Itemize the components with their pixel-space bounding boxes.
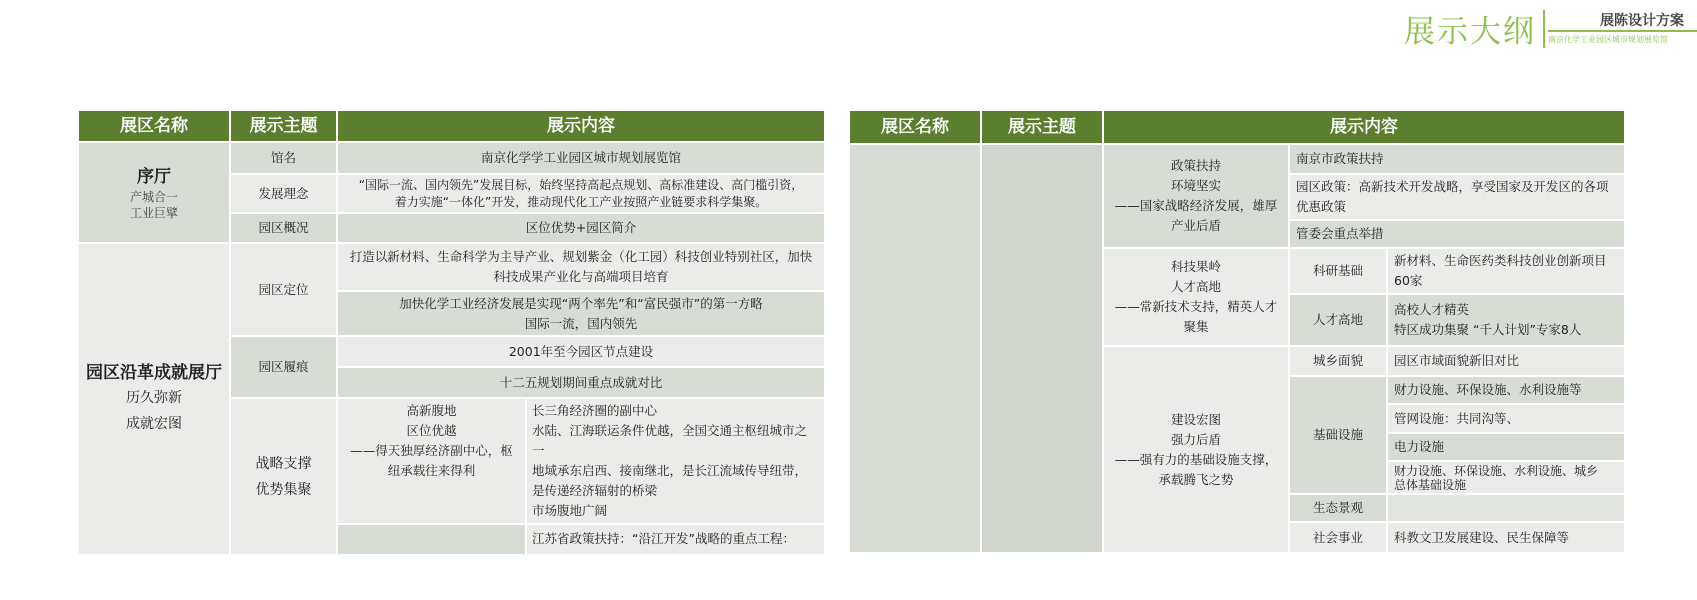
policy-theme-1: 政策扶持 <box>1170 158 1221 173</box>
strategy-detail-2: 水陆、江海联运条件优越，全国交通主枢纽城市之 <box>532 423 808 438</box>
brand-rule <box>1548 30 1697 32</box>
tech-r2-text-2: 特区成功集聚 “千人计划”专家8人 <box>1394 322 1582 337</box>
strategy-sub-4: 纽承载往来得利 <box>387 463 476 478</box>
content-history-2: 十二五规划期间重点成就对比 <box>338 368 824 397</box>
hall-history-sub2: 成就宏图 <box>126 416 182 432</box>
urban-label: 城乡面貌 <box>1290 347 1386 375</box>
infra-item-4a: 财力设施、环保设施、水利设施、城乡 <box>1394 463 1599 478</box>
tech-r2-label: 人才高地 <box>1290 295 1386 345</box>
theme-name: 馆名 <box>231 143 336 173</box>
content-overview: 区位优势+园区简介 <box>338 214 824 242</box>
tech-r1-label: 科研基础 <box>1290 249 1386 293</box>
right-col-hall: 展区名称 <box>850 111 980 143</box>
content-position-1a: 打造以新材料、生命科学为主导产业、规划紫金（化工园）科技创业特别社区，加快 <box>349 249 813 264</box>
strategy-detail-5: 是传递经济辐射的桥梁 <box>532 483 658 498</box>
tech-r2-text-1: 高校人才精英 <box>1394 302 1470 317</box>
content-idea-line2: 着力实施“一体化”开发，推动现代化工产业按照产业链要求科学集聚。 <box>394 194 768 209</box>
tech-r1-text-2: 60家 <box>1394 273 1423 288</box>
right-col-content: 展示内容 <box>1104 111 1624 143</box>
strategy-detail-1: 长三角经济圈的副中心 <box>532 403 658 418</box>
policy-theme <box>1104 145 1288 247</box>
build-theme-3: ——强有力的基础设施支撑， <box>1114 451 1278 467</box>
tech-theme-1: 科技果岭 <box>1170 259 1221 274</box>
theme-strategy-1: 战略支撑 <box>255 455 312 472</box>
policy-item-2a: 园区政策：高新技术开发战略，享受国家及开发区的各项 <box>1296 179 1609 194</box>
brand-name: 展陈设计方案 <box>1600 13 1684 29</box>
content-idea-line1: “国际一流、国内领先”发展目标，始终坚持高起点规划、高标准建设、高门槛引资， <box>358 177 804 192</box>
left-col-hall: 展区名称 <box>79 111 229 141</box>
strategy-sub-1: 高新腹地 <box>406 403 457 418</box>
infra-item-4b: 总体基础设施 <box>1394 477 1467 492</box>
social-label: 社会事业 <box>1290 523 1386 552</box>
page-title: 展示大纲 <box>1404 14 1536 50</box>
tech-theme-3: ——常新技术支持，精英人才 <box>1114 299 1278 314</box>
hall-lobby-sub1: 产城合一 <box>129 189 178 204</box>
build-theme-4: 承载腾飞之势 <box>1158 471 1234 487</box>
hall-history-name: 园区沿革成就展厅 <box>86 363 222 383</box>
urban-text: 园区市域面貌新旧对比 <box>1388 347 1624 375</box>
infra-item-3: 电力设施 <box>1388 434 1624 460</box>
policy-item-3: 管委会重点举措 <box>1290 221 1624 247</box>
content-history-1: 2001年至今园区节点建设 <box>338 337 824 366</box>
infra-item-4 <box>1388 462 1624 493</box>
right-theme-blank <box>982 145 1102 552</box>
strategy-detail-3: 一 <box>532 443 545 458</box>
theme-idea: 发展理念 <box>231 175 336 212</box>
hall-lobby <box>79 143 229 242</box>
theme-overview: 园区概况 <box>231 214 336 242</box>
tech-r1-text <box>1388 249 1624 293</box>
content-position-2b: 国际一流，国内领先 <box>524 315 638 331</box>
hall-lobby-sub2: 工业巨擘 <box>129 205 178 220</box>
policy-theme-4: 产业后盾 <box>1170 218 1221 233</box>
left-col-content: 展示内容 <box>338 111 824 141</box>
left-col-theme: 展示主题 <box>231 111 336 141</box>
policy-item-2 <box>1290 175 1624 219</box>
tech-theme-4: 聚集 <box>1183 319 1209 334</box>
infra-item-2: 管网设施：共同沟等、 <box>1388 405 1624 432</box>
build-theme <box>1104 347 1288 552</box>
strategy-sub-3: ——得天独厚经济副中心，枢 <box>350 443 513 458</box>
title-divider <box>1543 10 1545 48</box>
strategy-detail-6: 市场腹地广阔 <box>532 503 608 518</box>
hall-history-sub1: 历久弥新 <box>126 390 182 406</box>
strategy-last: 江苏省政策扶持：“沿江开发”战略的重点工程： <box>527 525 824 554</box>
infra-item-1: 财力设施、环保设施、水利设施等 <box>1388 377 1624 403</box>
strategy-last-blank <box>338 525 525 554</box>
eco-label: 生态景观 <box>1290 495 1386 521</box>
content-position-1 <box>338 244 824 290</box>
theme-history: 园区履痕 <box>231 337 336 397</box>
eco-text-blank <box>1388 495 1624 521</box>
right-hall-blank <box>850 145 980 552</box>
right-col-theme: 展示主题 <box>982 111 1102 143</box>
brand-subtitle: 南京化学工业园区城市规划展览馆 <box>1548 35 1668 44</box>
strategy-detail-4: 地域承东启西、接南继北，是长江流域传导纽带， <box>532 463 808 478</box>
policy-item-2b: 优惠政策 <box>1296 199 1347 214</box>
infra-label: 基础设施 <box>1290 377 1386 493</box>
theme-strategy <box>231 399 336 554</box>
tech-r1-text-1: 新材料、生命医药类科技创业创新项目 <box>1394 253 1607 268</box>
policy-theme-2: 环境坚实 <box>1170 178 1221 193</box>
strategy-detail <box>527 399 824 523</box>
content-name: 南京化学学工业园区城市规划展览馆 <box>338 143 824 173</box>
tech-r2-text <box>1388 295 1624 345</box>
policy-item-1: 南京市政策扶持 <box>1290 145 1624 173</box>
theme-strategy-2: 优势集聚 <box>255 481 312 498</box>
social-text: 科教文卫发展建设、民生保障等 <box>1388 523 1624 552</box>
content-position-1b: 科技成果产业化与高端项目培育 <box>493 269 669 284</box>
hall-history <box>79 244 229 554</box>
strategy-sub <box>338 399 525 523</box>
policy-theme-3: ——国家战略经济发展，雄厚 <box>1114 198 1278 213</box>
tech-theme-2: 人才高地 <box>1170 279 1221 294</box>
hall-lobby-name: 序厅 <box>137 166 171 187</box>
content-position-2 <box>338 292 824 335</box>
theme-position: 园区定位 <box>231 244 336 335</box>
content-position-2a: 加快化学工业经济发展是实现“两个率先”和“富民强市”的第一方略 <box>399 295 763 311</box>
content-idea <box>338 175 824 212</box>
tech-theme <box>1104 249 1288 345</box>
build-theme-1: 建设宏图 <box>1170 411 1221 427</box>
build-theme-2: 强力后盾 <box>1170 431 1221 447</box>
strategy-sub-2: 区位优越 <box>406 423 457 438</box>
